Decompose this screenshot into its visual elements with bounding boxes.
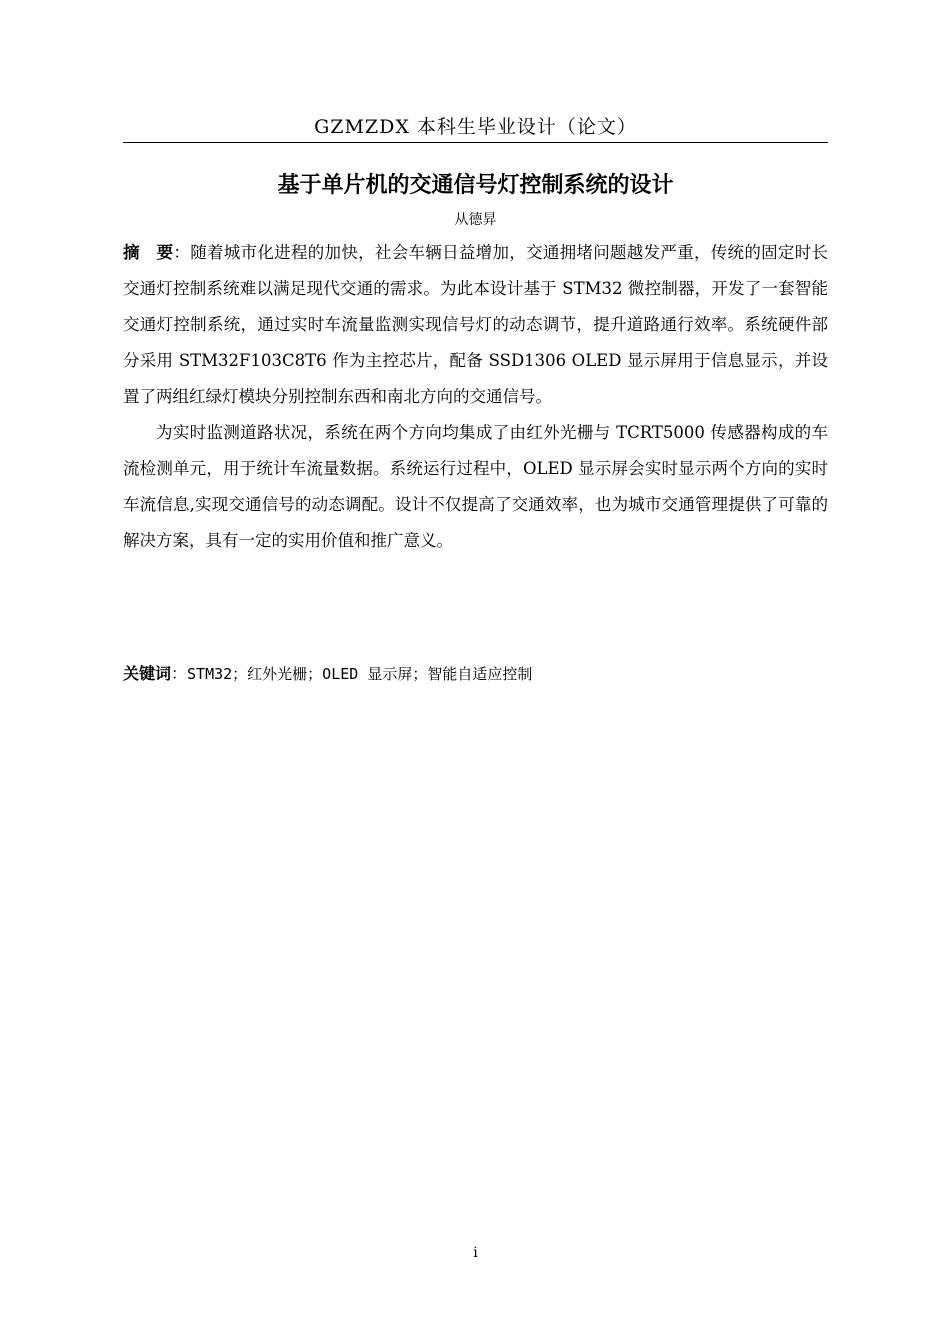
running-header: GZMZDX 本科生毕业设计（论文） — [314, 116, 637, 138]
keywords-separator: ： — [171, 664, 188, 683]
abstract-label-separator: ： — [173, 243, 191, 262]
keywords-text: STM32；红外光栅；OLED 显示屏；智能自适应控制 — [187, 665, 533, 683]
keywords-line — [123, 660, 828, 688]
page-number: i — [473, 1245, 478, 1261]
abstract-paragraph-1-text: 随着城市化进程的加快，社会车辆日益增加，交通拥堵问题越发严重，传统的固定时长交通灯控制系统难以满足现代交通的需求。为此本设计基于 STM32 微控制器，开发了一套智能交通灯控制系统，通过实时车流量监测实现信号灯的动态调节，提升道路通行效率。系统硬件部分采用 STM32F103C8T6 作为主控芯片，配备 SSD1306 OLED 显示屏用于信息显示，并设置了两组红绿灯模块分别控制东西和南北方向的交通信号。 — [123, 243, 829, 406]
abstract-section — [123, 235, 828, 559]
header-divider — [123, 142, 828, 143]
keywords-label: 关键词 — [123, 664, 172, 683]
abstract-label: 摘 要 — [123, 243, 174, 262]
abstract-paragraph-2: 为实时监测道路状况，系统在两个方向均集成了由红外光栅与 TCRT5000 传感器构成的车流检测单元，用于统计车流量数据。系统运行过程中，OLED 显示屏会实时显示两个方向的实时车流信息,实现交通信号的动态调配。设计不仅提高了交通效率，也为城市交通管理提供了可靠的解决方案，具有一定的实用价值和推广意义。 — [123, 423, 828, 550]
thesis-title: 基于单片机的交通信号灯控制系统的设计 — [277, 173, 674, 198]
abstract-paragraph-1 — [123, 235, 828, 415]
author-name: 从德昇 — [454, 212, 497, 228]
